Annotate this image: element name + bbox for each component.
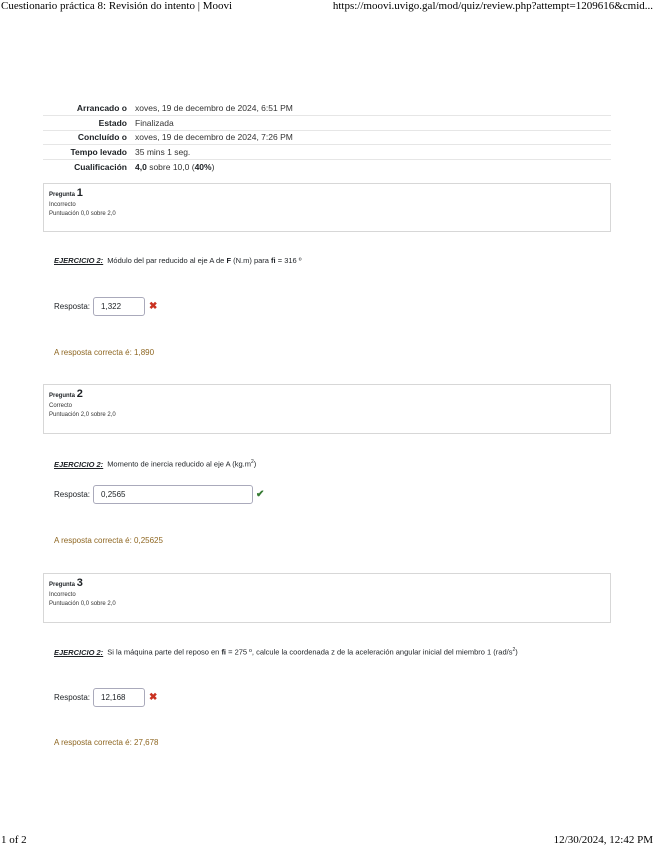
answer-label: Resposta: [54,302,91,311]
print-datetime: 12/30/2024, 12:42 PM [553,834,653,846]
correct-check-icon: ✔ [256,489,265,500]
question-number: Pregunta 2 [49,388,83,400]
exercise-label: EJERCICIO 2: [54,647,104,657]
summary-row-grade [43,159,611,174]
answer-row-3 [54,688,157,707]
question-info-1 [43,183,611,232]
question-score: Puntuación 0,0 sobre 2,0 [49,601,116,607]
page-title: Cuestionario práctica 8: Revisión do intento | Moovi [1,0,233,12]
question-number: Pregunta 1 [49,187,83,199]
grade-value [131,159,611,174]
attempt-summary-table [43,101,611,174]
grade-sobre: sobre 10,0 ( [146,161,195,172]
page-number: 1 of 2 [1,834,27,846]
print-header [0,0,655,14]
grade-close: ) [211,161,215,172]
answer-input[interactable]: 12,168 [93,688,145,707]
grade-label: Cualificación [74,161,127,172]
summary-label: Tempo levado [70,147,127,158]
grade-score: 4,0 [135,161,147,172]
question-text-3: EJERCICIO 2: Si la máquina parte del reposo en fi = 275 º, calcule la coordenada z de la aceleración angular inicial del miembro 1 $(rad/s^2)$ [54,647,518,657]
question-number: Pregunta 3 [49,577,83,589]
question-number-value: 2 [76,388,83,400]
incorrect-icon: ✖ [149,692,158,703]
answer-row-2 [54,485,264,504]
correct-answer-1: A resposta correcta é: 1,890 [54,348,155,357]
question-score: Puntuación 2,0 sobre 2,0 [49,412,116,418]
summary-row [43,101,611,116]
answer-label: Resposta: [54,490,91,499]
answer-label: Resposta: [54,693,91,702]
question-text-1: EJERCICIO 2: Módulo del par reducido al eje A de F (N.m) para fi = 316 º [54,256,302,265]
answer-input[interactable]: 1,322 [93,297,145,316]
exercise-label: EJERCICIO 2: [54,459,104,469]
incorrect-icon: ✖ [149,301,158,312]
correct-answer-2: A resposta correcta é: 0,25625 [54,536,163,545]
summary-row [43,130,611,145]
summary-value: xoves, 19 de decembro de 2024, 6:51 PM [135,103,293,114]
summary-row [43,145,611,160]
question-info-3 [43,573,611,623]
question-state: Incorrecto [49,592,76,598]
question-info-2 [43,384,611,434]
summary-value: Finalizada [135,117,174,128]
summary-label: Concluído o [77,132,127,143]
question-state: Incorrecto [49,202,76,208]
answer-input[interactable]: 0,2565 [93,485,253,504]
page-url: https://moovi.uvigo.gal/mod/quiz/review.php?attempt=1209616&cmid... [332,0,653,12]
question-state: Correcto [49,403,73,409]
question-score: Puntuación 0,0 sobre 2,0 [49,211,116,217]
summary-label: Estado [98,117,127,128]
correct-answer-3: A resposta correcta é: 27,678 [54,738,159,747]
exercise-label: EJERCICIO 2: [54,256,104,265]
print-footer [0,834,655,848]
question-text-2: EJERCICIO 2: Momento de inercia reducido al eje A $(kg.m^2)$ [54,459,257,469]
answer-row-1 [54,297,157,316]
summary-label: Arrancado o [76,103,127,114]
question-number-value: 3 [76,577,83,589]
question-number-value: 1 [76,187,83,199]
summary-value: 35 mins 1 seg. [135,147,191,158]
summary-value: xoves, 19 de decembro de 2024, 7:26 PM [135,132,293,143]
summary-row [43,116,611,131]
grade-pct: 40% [194,161,212,172]
